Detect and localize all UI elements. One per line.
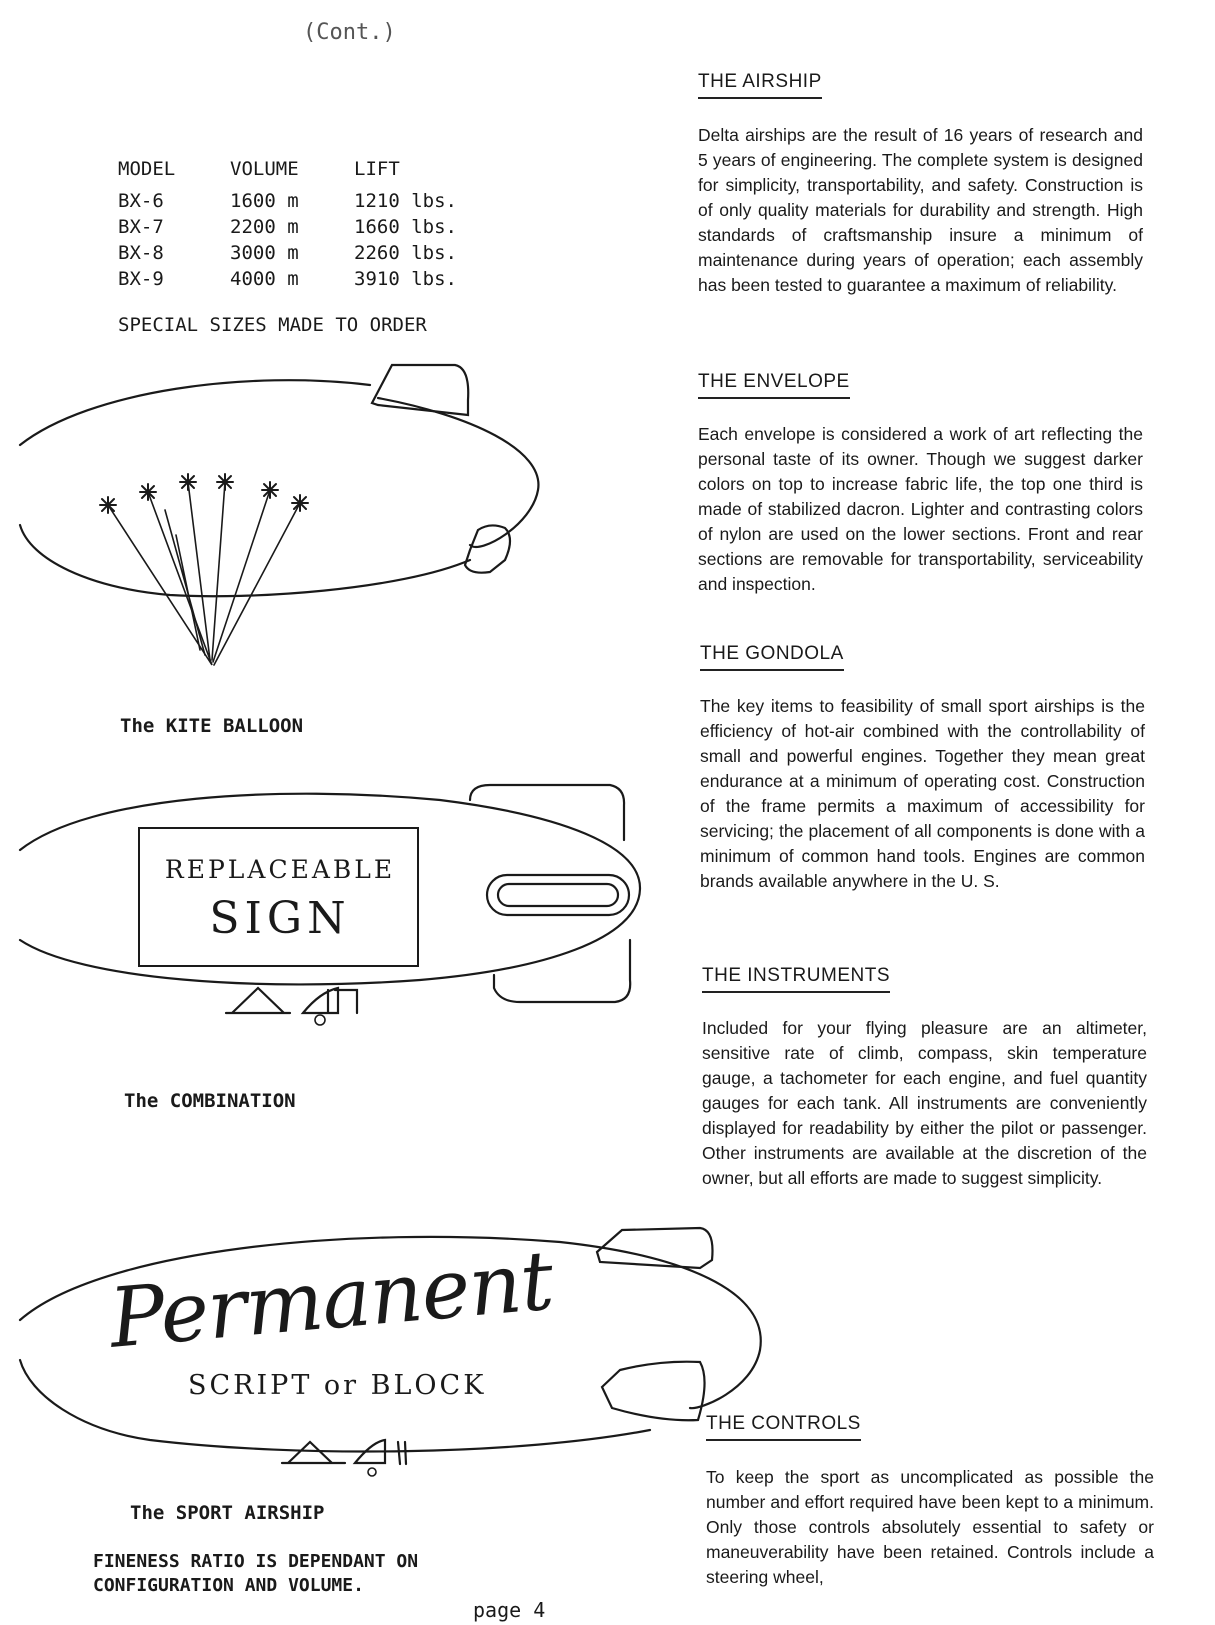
table-row [118, 242, 457, 268]
combination-caption: The COMBINATION [124, 1090, 296, 1112]
controls-section-body: To keep the sport as uncomplicated as possible the number and effort required have been kept to a minimum. Only those controls absolutely essential to safety or maneuverability have been retained. Controls include a steering wheel, [706, 1467, 1154, 1587]
model-spec-table [118, 158, 457, 294]
table-row [118, 190, 457, 216]
table-row [118, 216, 457, 242]
fineness-line1: FINENESS RATIO IS DEPENDANT ON [93, 1551, 419, 1572]
column-header-lift: LIFT [354, 158, 400, 180]
airship-section-title: THE AIRSHIP [698, 71, 822, 99]
kite-balloon-caption: The KITE BALLOON [120, 715, 304, 737]
sport-block-text: SCRIPT or BLOCK [188, 1370, 487, 1401]
sign-line1: REPLACEABLE [164, 855, 396, 884]
column-header-model: MODEL [118, 158, 176, 180]
controls-section-title: THE CONTROLS [706, 1413, 861, 1441]
lift-cell: 1210 lbs. [354, 190, 457, 212]
column-header-volume: VOLUME [230, 158, 299, 180]
lift-cell: 1660 lbs. [354, 216, 457, 238]
volume-cell: 4000 m [230, 268, 299, 290]
sport-airship-caption: The SPORT AIRSHIP [130, 1502, 325, 1524]
model-cell: BX-6 [118, 190, 164, 212]
envelope-section-title: THE ENVELOPE [698, 371, 850, 399]
volume-cell: 3000 m [230, 242, 299, 264]
kite-balloon-drawing [0, 360, 560, 710]
volume-cell: 2200 m [230, 216, 299, 238]
continued-header: (Cont.) [303, 20, 396, 45]
airship-section-body: Delta airships are the result of 16 years of research and 5 years of engineering. The complete system is designed for simplicity, transportability, and safety. Construction is of only quality materials for durability and strength. High standards of craftsmanship insure a minimum of maintenance during years of operation; each assembly has been tested to guarantee a maximum of reliability. [698, 125, 1143, 295]
model-cell: BX-7 [118, 216, 164, 238]
fineness-ratio-note [93, 1550, 418, 1598]
gondola-section-title: THE GONDOLA [700, 643, 844, 671]
table-row [118, 268, 457, 294]
instruments-section-title: THE INSTRUMENTS [702, 965, 890, 993]
model-cell: BX-8 [118, 242, 164, 264]
page-number: page 4 [473, 1598, 546, 1622]
envelope-section-body: Each envelope is considered a work of art reflecting the personal taste of its owner. Though we suggest darker colors on top to increase fabric life, the top one third is made of stabilized dacron. Lighter and contrasting colors of nylon are used on the lower sections. Front and rear sections are removable for transportability, serviceability and inspection. [698, 424, 1143, 594]
model-cell: BX-9 [118, 268, 164, 290]
lift-cell: 3910 lbs. [354, 268, 457, 290]
special-sizes-note: SPECIAL SIZES MADE TO ORDER [118, 314, 427, 336]
volume-cell: 1600 m [230, 190, 299, 212]
sport-script-text: Permanent [105, 1233, 557, 1367]
lift-cell: 2260 lbs. [354, 242, 457, 264]
table-header-row [118, 158, 457, 190]
fineness-line2: CONFIGURATION AND VOLUME. [93, 1575, 364, 1596]
instruments-section-body: Included for your flying pleasure are an altimeter, sensitive rate of climb, compass, skin temperature gauge, a tachometer for each engine, and fuel quantity gauges for each tank. All instruments are conveniently displayed for readability by either the pilot or passenger. Other instruments are available at the discretion of the owner, but all efforts are made to suggest simplicity. [702, 1018, 1147, 1188]
gondola-section-body: The key items to feasibility of small sport airships is the efficiency of hot-air combined with the controllability of small and powerful engines. Together they mean great endurance at a minimum of operating cost. Construction of the frame permits a maximum of accessibility for servicing; the placement of all components is done with a minimum of common hand tools. Engines are common brands available anywhere in the U. S. [700, 696, 1145, 891]
sign-line2: SIGN [209, 893, 351, 944]
